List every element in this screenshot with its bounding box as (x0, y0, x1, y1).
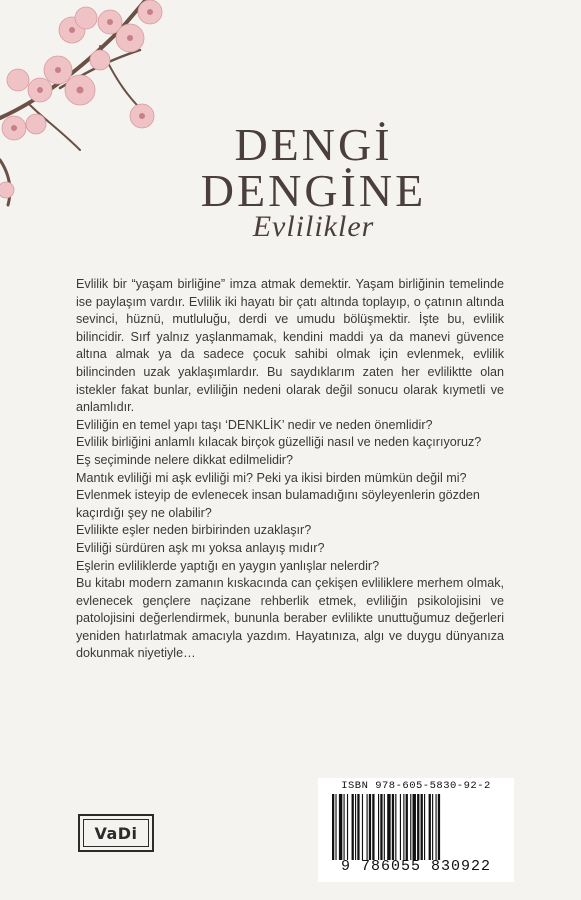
title-line-1: DENGİ (234, 119, 393, 170)
barcode-bar (335, 794, 336, 860)
barcode-bar (400, 794, 401, 860)
barcode-bar (429, 794, 431, 860)
barcode-bar (332, 794, 334, 860)
barcode-bar (384, 794, 385, 860)
blurb-question: Eş seçiminde nelere dikkat edilmelidir? (76, 452, 293, 467)
barcode-bar (421, 794, 423, 860)
barcode-bar (362, 794, 363, 860)
barcode-bar (378, 794, 379, 860)
isbn-label: ISBN 978-605-5830-92-2 (341, 780, 491, 792)
barcode-bar (357, 794, 359, 860)
barcode-bar (403, 794, 404, 860)
blurb-question: Evlilik birliğini anlamlı kılacak birçok güzelliği nasıl ve neden kaçırıyoruz? (76, 435, 482, 450)
blurb-paragraph-closing: Bu kitabı modern zamanın kıskacında can çekişen evliliklere merhem olmak, evlenecek gençlere naçizane rehberlik etmek, evliliğin psikolojisini ve patolojisini değerlendirmek, bununla beraber evlilikte unuttuğumuz değerleri yeniden hatırlatmak amacıyla yazdım. Hayatınıza, algı ve duygu dünyanıza dokunmak niyetiyle… (76, 576, 504, 661)
barcode-bar (367, 794, 368, 860)
barcode-bar (372, 794, 374, 860)
subtitle: Evlilikler (252, 210, 375, 243)
barcode-bar (413, 794, 416, 860)
barcode-bar (438, 794, 440, 860)
barcode-bar (347, 794, 348, 860)
barcode-bar (380, 794, 382, 860)
barcode-bar (392, 794, 394, 860)
barcode-bar (339, 794, 342, 860)
blurb-question: Evliliği sürdüren aşk mı yoksa anlayış mıdır? (76, 540, 325, 555)
publisher-logo (78, 814, 154, 852)
title-line-2: DENGİNE (200, 165, 427, 216)
barcode-bar (432, 794, 433, 860)
barcode-bar (369, 794, 371, 860)
barcode-icon (326, 794, 506, 860)
barcode-bar (355, 794, 356, 860)
barcode-bar (424, 794, 425, 860)
back-cover-blurb (76, 276, 504, 663)
barcode-number: 9 786055 830922 (340, 858, 492, 875)
blurb-question: Evlenmek isteyip de evlenecek insan bulamadığını söyleyenlerin gözden kaçırdığı şey ne olabilir? (76, 488, 480, 520)
publisher-logo-text: VaDi (83, 819, 149, 847)
barcode-bar (395, 794, 396, 860)
blurb-question: Eşlerin evliliklerde yaptığı en yaygın yanlışlar nelerdir? (76, 558, 380, 573)
blurb-question: Evliliğin en temel yapı taşı ‘DENKLİK’ nedir ve neden önemlidir? (76, 417, 433, 432)
barcode-bar (352, 794, 354, 860)
barcode-bar (387, 794, 390, 860)
barcode-bar (406, 794, 408, 860)
barcode-bar (410, 794, 411, 860)
barcode-bar (436, 794, 437, 860)
isbn-barcode-block (318, 778, 514, 882)
barcode-bar (417, 794, 419, 860)
blurb-question: Mantık evliliği mi aşk evliliği mi? Peki ya ikisi birden mümkün değil mi? (76, 470, 467, 485)
barcode-bar (344, 794, 345, 860)
blurb-paragraph-intro: Evlilik bir “yaşam birliğine” imza atmak demektir. Yaşam birliğinin temelinde ise paylaşım vardır. Evlilik iki hayatı bir çatı altında toplayıp, o çatının altında sevinci, hüznü, mutluluğu, derdi ve umudu bölüşmektir. İşte bu, evlilik bilincidir. Sırf yalnız yaşlanmamak, kendini maddi ya da manevi güvence altına almak ya da sadece çocuk sahibi olmak için evlenmek, evlilik bilincinden uzak yaklaşımlardır. Bu saydıklarım zaten her evliliktte olan istekler fakat bunlar, evliliğin nedeni olarak değil sonucu olarak kıymetli ve anlamlıdır. (76, 277, 504, 415)
blurb-question: Evlilikte eşler neden birbirinden uzaklaşır? (76, 523, 312, 538)
